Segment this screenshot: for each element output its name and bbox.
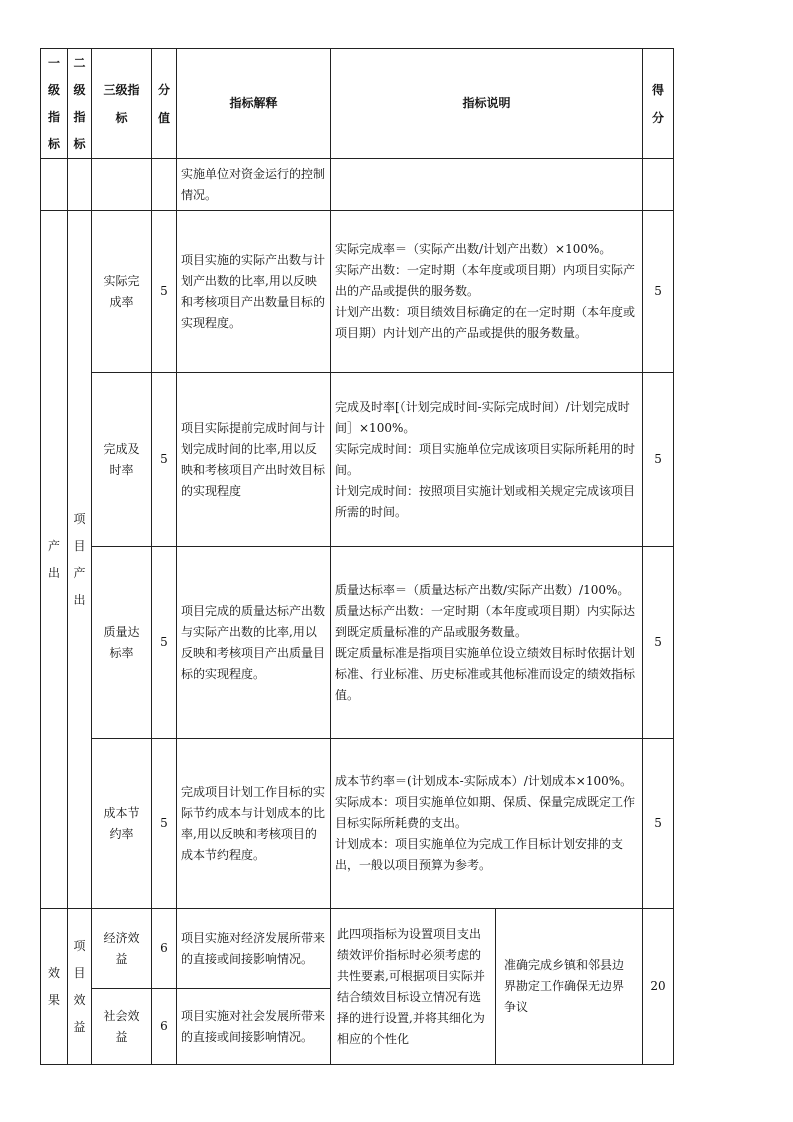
table-row (41, 211, 674, 373)
common-factors-note: 此四项指标为设置项目支出绩效评价指标时必须考虑的共性要素,可根据项目实际并结合绩效目标设立情况有选择的进行设置,并将其细化为相应的个性化 (331, 909, 496, 1065)
points-cell: 5 (152, 211, 177, 373)
header-score: 得 分 (643, 49, 674, 159)
explanation-cell: 完成项目计划工作目标的实际节约成本与计划成本的比率,用以反映和考核项目的成本节约程度。 (177, 739, 331, 909)
points-cell: 5 (152, 739, 177, 909)
level3-cell: 实际完 成率 (92, 211, 152, 373)
level3-cell: 成本节 约率 (92, 739, 152, 909)
table-row (41, 909, 674, 989)
effect-level1: 效 果 (41, 909, 68, 1065)
points-cell: 5 (152, 373, 177, 547)
evaluation-table (40, 48, 674, 1065)
header-level1: 一 级 指 标 (41, 49, 68, 159)
score-cell: 5 (643, 373, 674, 547)
header-explanation: 指标解释 (177, 49, 331, 159)
score-cell: 5 (643, 547, 674, 739)
level3-cell: 社会效 益 (92, 989, 152, 1065)
header-row (41, 49, 674, 159)
effect-level2: 项 目 效 益 (68, 909, 92, 1065)
header-description: 指标说明 (331, 49, 643, 159)
points-cell: 5 (152, 547, 177, 739)
level3-cell: 经济效 益 (92, 909, 152, 989)
table-row (41, 373, 674, 547)
table-row (41, 739, 674, 909)
description-cell: 实际完成率＝（实际产出数/计划产出数）×100%。 实际产出数：一定时期（本年度或项目期）内项目实际产出的产品或提供的服务数。 计划产出数：项目绩效目标确定的在一定时期（本年度或项目期）内计划产出的产品或提供的服务数量。 (331, 211, 643, 373)
level3-cell: 质量达 标率 (92, 547, 152, 739)
score-cell: 5 (643, 739, 674, 909)
description-cell: 完成及时率[（计划完成时间-实际完成时间）/计划完成时间］×100%。 实际完成时间：项目实施单位完成该项目实际所耗用的时间。 计划完成时间：按照项目实施计划或相关规定完成该项目所需的时间。 (331, 373, 643, 547)
explanation-cell: 项目完成的质量达标产出数与实际产出数的比率,用以反映和考核项目产出质量目标的实现程度。 (177, 547, 331, 739)
output-level2: 项 目 产 出 (68, 211, 92, 909)
header-level3: 三级指 标 (92, 49, 152, 159)
header-points: 分 值 (152, 49, 177, 159)
score-cell: 20 (643, 909, 674, 1065)
table-row (41, 547, 674, 739)
explanation-cell: 项目实施的实际产出数与计划产出数的比率,用以反映和考核项目产出数量目标的实现程度。 (177, 211, 331, 373)
cont-explanation: 实施单位对资金运行的控制情况。 (177, 159, 331, 211)
header-level2: 二 级 指 标 (68, 49, 92, 159)
explanation-cell: 项目实际提前完成时间与计划完成时间的比率,用以反映和考核项目产出时效目标的实现程度 (177, 373, 331, 547)
points-cell: 6 (152, 989, 177, 1065)
description-cell: 成本节约率＝(计划成本-实际成本）/计划成本×100%。 实际成本：项目实施单位如期、保质、保量完成既定工作目标实际所耗费的支出。 计划成本：项目实施单位为完成工作目标计划安排的支出，一般以项目预算为参考。 (331, 739, 643, 909)
score-cell: 5 (643, 211, 674, 373)
points-cell: 6 (152, 909, 177, 989)
continuation-row (41, 159, 674, 211)
target-text: 准确完成乡镇和邻县边界勘定工作确保无边界争议 (496, 909, 643, 1065)
description-cell: 质量达标率＝（质量达标产出数/实际产出数）/100%。 质量达标产出数：一定时期（本年度或项目期）内实际达到既定质量标准的产品或服务数量。 既定质量标准是指项目实施单位设立绩效目标时依据计划标准、行业标准、历史标准或其他标准而设定的绩效指标值。 (331, 547, 643, 739)
output-level1: 产 出 (41, 211, 68, 909)
explanation-cell: 项目实施对经济发展所带来的直接或间接影响情况。 (177, 909, 331, 989)
explanation-cell: 项目实施对社会发展所带来的直接或间接影响情况。 (177, 989, 331, 1065)
level3-cell: 完成及 时率 (92, 373, 152, 547)
